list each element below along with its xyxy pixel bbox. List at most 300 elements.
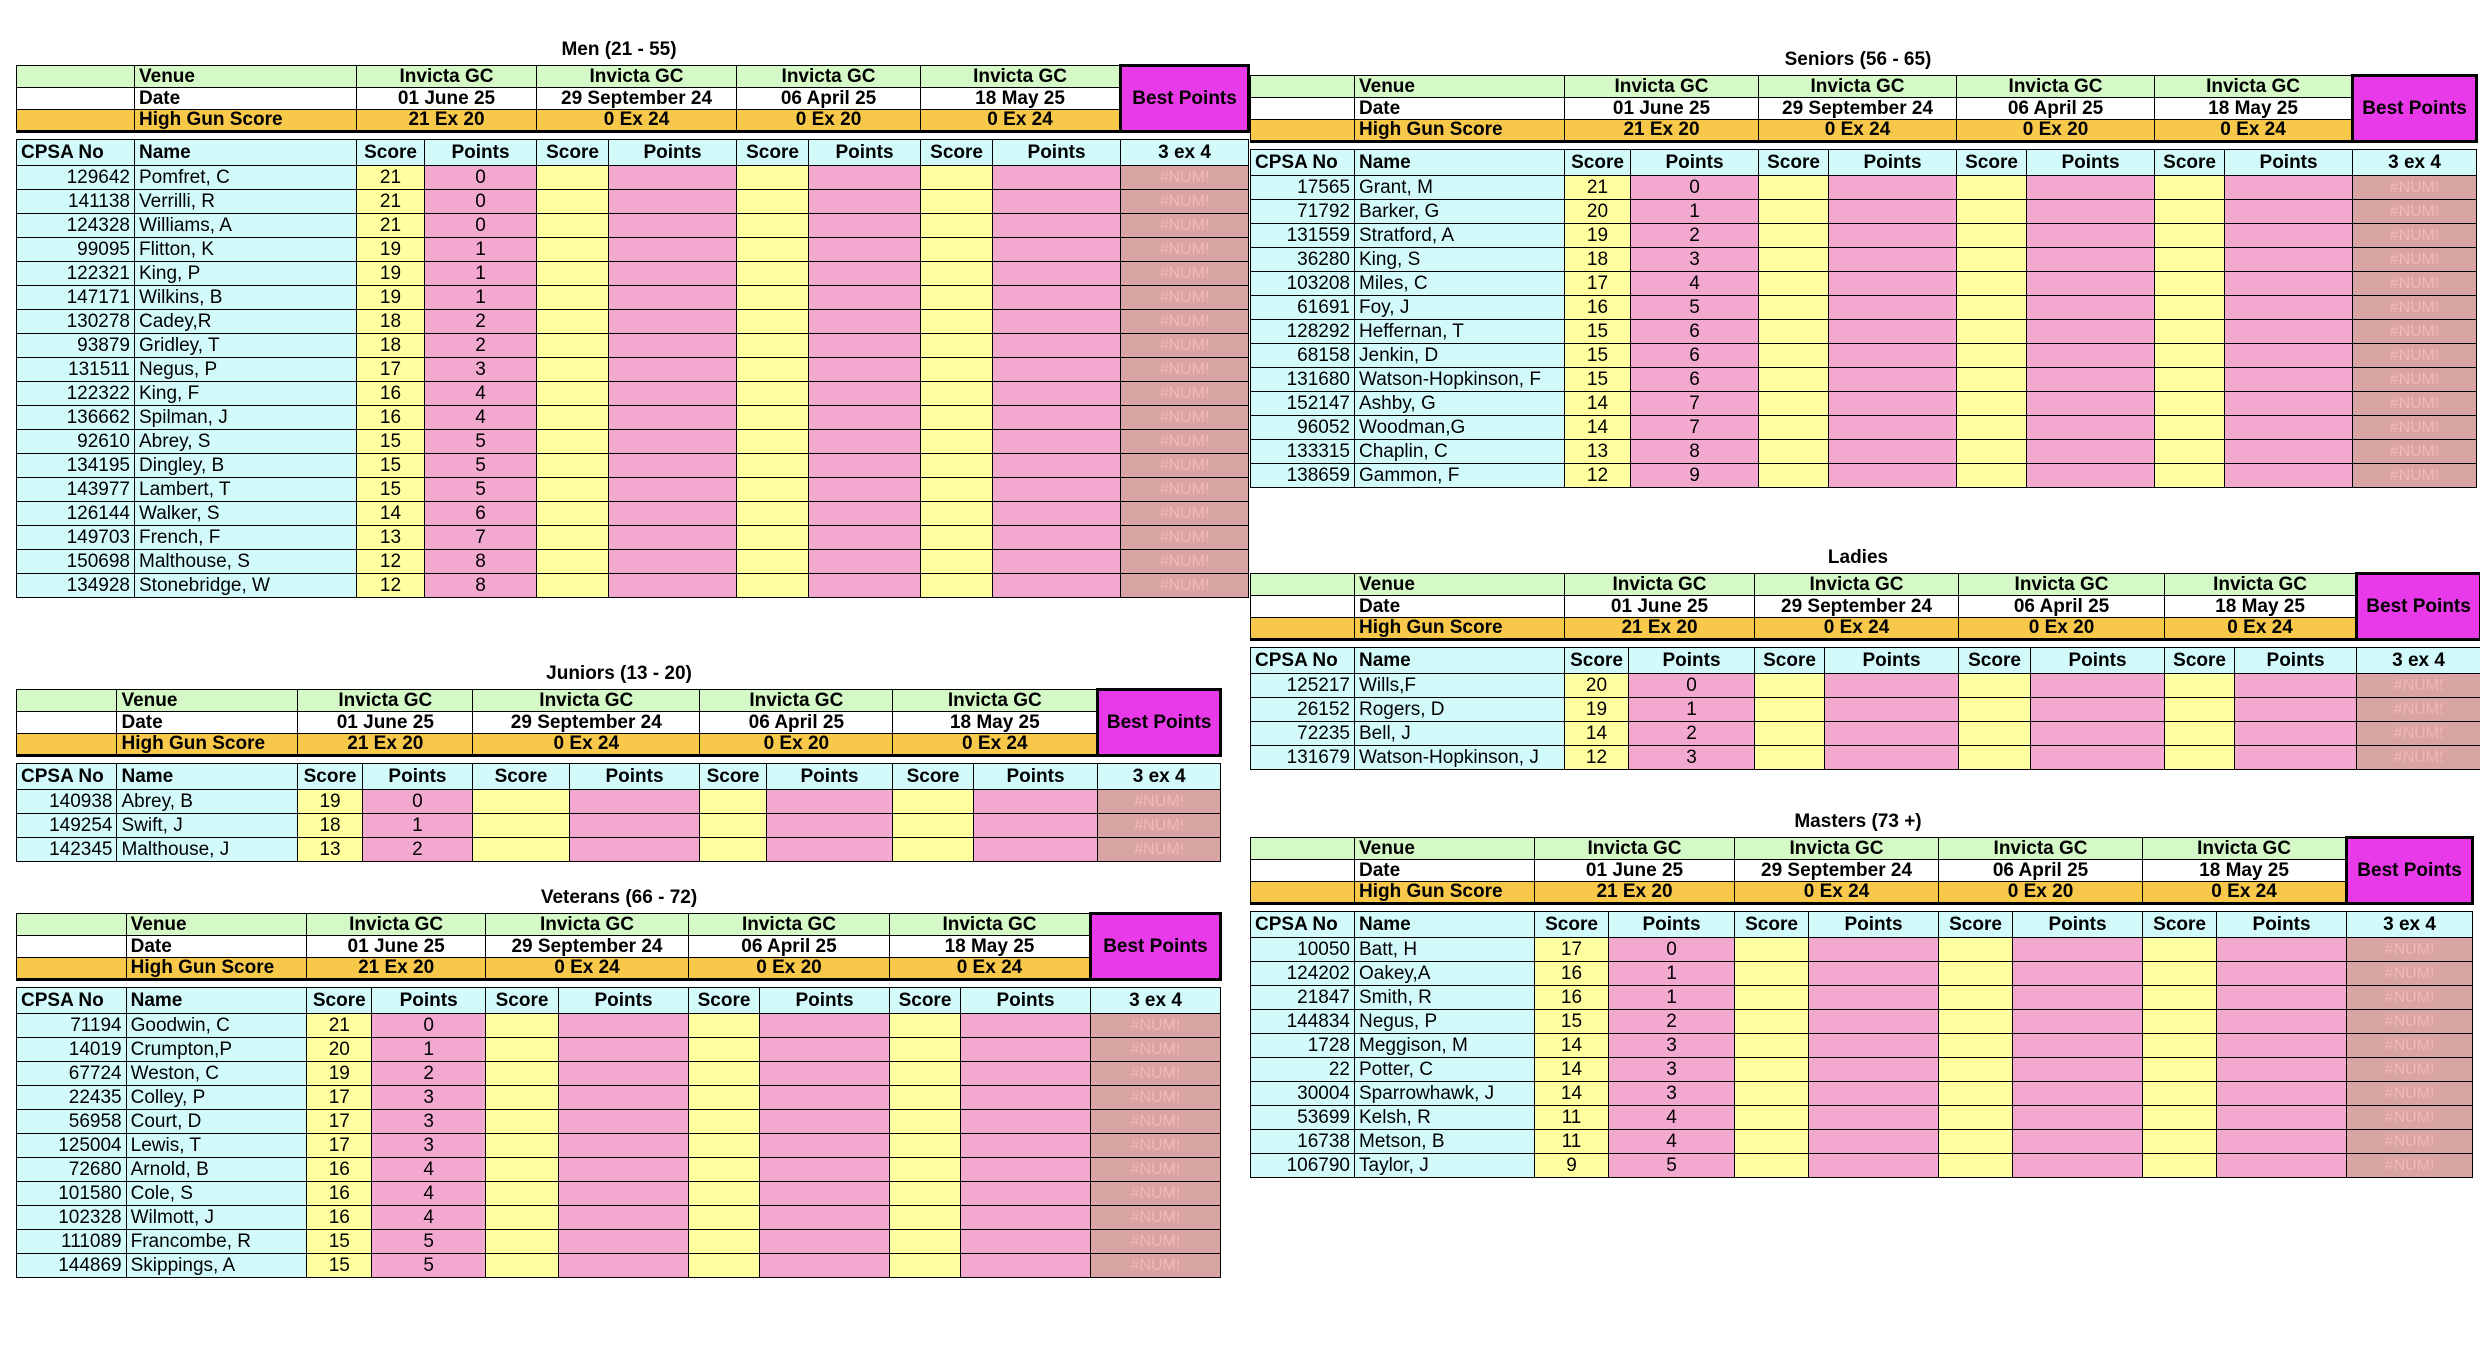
score-cell-empty [1959,722,2031,746]
cpsa-number: 56958 [17,1110,127,1134]
blank-cell [1251,120,1355,142]
blank-cell [17,734,117,756]
cpsa-number: 131559 [1251,224,1355,248]
col-score: Score [1735,912,1809,938]
event-venue: Invicta GC [889,914,1090,936]
best-points-value: #NUM! [1121,430,1249,454]
col-points: Points [1809,912,1939,938]
points-cell: 6 [1631,368,1759,392]
event-venue: Invicta GC [1759,76,1957,98]
points-cell-empty [809,502,921,526]
score-cell-empty [688,1014,759,1038]
score-cell-empty [688,1182,759,1206]
points-cell-empty [809,190,921,214]
high-gun-row [1251,120,2477,142]
event-high-gun-score: 0 Ex 20 [1959,618,2165,640]
score-cell-empty [1735,1058,1809,1082]
points-cell-empty [961,1014,1091,1038]
best-points-header: Best Points [1121,66,1249,132]
best-points-value: #NUM! [2347,1010,2473,1034]
col-score: Score [700,764,766,790]
points-cell: 5 [372,1254,486,1278]
shooter-name: Goodwin, C [126,1014,307,1038]
shooter-name: Walker, S [135,502,357,526]
points-cell-empty [760,1014,890,1038]
score-cell-empty [537,310,609,334]
points-cell: 0 [362,790,473,814]
score-cell-empty [1939,962,2013,986]
best-points-value: #NUM! [2353,200,2477,224]
table-row [17,406,1249,430]
col-cpsa: CPSA No [17,988,127,1014]
points-cell-empty [569,814,700,838]
score-cell-empty [921,406,993,430]
points-cell-empty [1809,962,1939,986]
section-title: Men (21 - 55) [561,39,677,60]
points-cell-empty [2217,1034,2347,1058]
col-points: Points [1825,648,1959,674]
points-cell-empty [809,430,921,454]
points-cell: 2 [372,1062,486,1086]
shooter-name: Cadey,R [135,310,357,334]
score-cell: 19 [298,790,362,814]
venue-row [1251,574,2480,596]
event-venue: Invicta GC [1535,838,1735,860]
score-cell-empty [889,1158,960,1182]
points-cell-empty [2027,320,2155,344]
score-cell-empty [889,1206,960,1230]
event-date: 29 September 24 [473,712,700,734]
table-row [1251,1130,2473,1154]
shooter-name: Potter, C [1355,1058,1535,1082]
score-cell-empty [1759,224,1829,248]
score-cell-empty [737,166,809,190]
event-date: 29 September 24 [1759,98,1957,120]
points-cell-empty [2031,722,2165,746]
points-cell-empty [1829,296,1957,320]
score-cell: 21 [1565,176,1631,200]
col-points: Points [372,988,486,1014]
points-cell-empty [961,1110,1091,1134]
event-date: 01 June 25 [1565,98,1759,120]
score-cell-empty [921,382,993,406]
blank-cell [1251,596,1355,618]
best-points-value: #NUM! [1121,574,1249,598]
score-cell-empty [1735,1130,1809,1154]
cpsa-number: 131680 [1251,368,1355,392]
table-row [17,166,1249,190]
score-cell: 9 [1535,1154,1609,1178]
col-name: Name [1355,150,1565,176]
score-cell-empty [537,334,609,358]
points-cell: 7 [1631,392,1759,416]
points-cell-empty [2031,746,2165,770]
points-cell-empty [1829,320,1957,344]
score-cell: 17 [1565,272,1631,296]
event-high-gun-score: 0 Ex 24 [889,958,1090,980]
score-cell: 13 [1565,440,1631,464]
points-cell-empty [1829,200,1957,224]
score-cell: 12 [1565,746,1629,770]
score-cell-empty [1759,344,1829,368]
points-cell-empty [809,382,921,406]
cpsa-number: 106790 [1251,1154,1355,1178]
best-points-value: #NUM! [2357,698,2480,722]
table-row [1251,1010,2473,1034]
points-cell: 0 [1609,938,1735,962]
table-row [1251,938,2473,962]
score-cell-empty [737,190,809,214]
points-cell-empty [993,454,1121,478]
points-cell-empty [2225,344,2353,368]
score-cell-empty [2143,1106,2217,1130]
score-cell-empty [1957,344,2027,368]
best-points-value: #NUM! [1121,166,1249,190]
col-best-count: 3 ex 4 [2353,150,2477,176]
points-cell-empty [609,166,737,190]
points-cell-empty [809,478,921,502]
points-cell: 3 [1609,1034,1735,1058]
masters-table [1250,836,2474,1178]
points-cell: 1 [1609,986,1735,1010]
col-points: Points [425,140,537,166]
score-cell-empty [537,478,609,502]
best-points-value: #NUM! [1121,262,1249,286]
score-cell-empty [2143,1130,2217,1154]
points-cell-empty [2027,176,2155,200]
shooter-name: Metson, B [1355,1130,1535,1154]
points-cell-empty [609,382,737,406]
table-row [17,1014,1221,1038]
points-cell-empty [1829,392,1957,416]
points-cell: 4 [425,406,537,430]
points-cell-empty [973,790,1098,814]
cpsa-number: 67724 [17,1062,127,1086]
high-gun-row [17,958,1221,980]
blank-cell [17,88,135,110]
points-cell-empty [973,838,1098,862]
col-best-count: 3 ex 4 [1090,988,1220,1014]
points-cell-empty [809,214,921,238]
high-gun-row [17,734,1221,756]
venue-row [17,66,1249,88]
column-header-row [1251,648,2480,674]
score-cell: 16 [1535,962,1609,986]
col-score: Score [473,764,569,790]
event-venue: Invicta GC [2143,838,2347,860]
points-cell-empty [2027,200,2155,224]
points-cell-empty [1809,1034,1939,1058]
points-cell-empty [1825,674,1959,698]
table-row [1251,722,2480,746]
score-cell-empty [2143,938,2217,962]
column-header-row [1251,912,2473,938]
best-points-value: #NUM! [1090,1014,1220,1038]
points-cell-empty [961,1230,1091,1254]
shooter-name: King, S [1355,248,1565,272]
points-cell: 8 [425,574,537,598]
score-cell: 19 [357,262,425,286]
points-cell-empty [961,1206,1091,1230]
venue-row [1251,76,2477,98]
score-cell-empty [688,1038,759,1062]
score-cell-empty [737,358,809,382]
event-high-gun-score: 21 Ex 20 [307,958,486,980]
shooter-name: Court, D [126,1110,307,1134]
score-cell-empty [688,1062,759,1086]
shooter-name: Swift, J [117,814,298,838]
points-cell-empty [2235,746,2357,770]
shooter-name: Wills,F [1355,674,1565,698]
cpsa-number: 103208 [1251,272,1355,296]
event-date: 01 June 25 [1535,860,1735,882]
cpsa-number: 68158 [1251,344,1355,368]
score-cell: 14 [1565,722,1629,746]
points-cell-empty [1825,698,1959,722]
best-points-value: #NUM! [2347,1130,2473,1154]
blank-cell [17,110,135,132]
cpsa-number: 129642 [17,166,135,190]
cpsa-number: 30004 [1251,1082,1355,1106]
score-cell: 14 [357,502,425,526]
points-cell: 4 [425,382,537,406]
col-cpsa: CPSA No [1251,150,1355,176]
event-high-gun-score: 0 Ex 24 [921,110,1121,132]
score-cell: 19 [357,286,425,310]
score-cell: 12 [357,550,425,574]
col-points: Points [1629,648,1755,674]
venue-row [17,914,1221,936]
points-cell-empty [1825,746,1959,770]
points-cell-empty [2027,392,2155,416]
points-cell-empty [2013,1106,2143,1130]
col-points: Points [1829,150,1957,176]
points-cell-empty [559,1182,689,1206]
points-cell-empty [2013,986,2143,1010]
points-cell-empty [559,1254,689,1278]
points-cell-empty [2013,1154,2143,1178]
col-name: Name [1355,648,1565,674]
shooter-name: Barker, G [1355,200,1565,224]
high-gun-label: High Gun Score [117,734,298,756]
score-cell-empty [1959,674,2031,698]
points-cell-empty [2027,440,2155,464]
score-cell-empty [537,430,609,454]
cpsa-number: 22435 [17,1086,127,1110]
points-cell: 3 [425,358,537,382]
score-cell-empty [485,1230,558,1254]
best-points-value: #NUM! [2353,392,2477,416]
score-cell-empty [1735,1082,1809,1106]
event-high-gun-score: 0 Ex 20 [1957,120,2155,142]
points-cell-empty [609,358,737,382]
points-cell-empty [2225,200,2353,224]
section-men [16,36,1237,598]
best-points-value: #NUM! [2357,674,2480,698]
score-cell-empty [737,550,809,574]
cpsa-number: 126144 [17,502,135,526]
score-cell-empty [2155,344,2225,368]
points-cell-empty [559,1086,689,1110]
score-cell-empty [2155,440,2225,464]
points-cell-empty [2013,1130,2143,1154]
cpsa-number: 131511 [17,358,135,382]
high-gun-label: High Gun Score [126,958,307,980]
cpsa-number: 14019 [17,1038,127,1062]
venue-label: Venue [117,690,298,712]
score-cell: 16 [1565,296,1631,320]
points-cell: 4 [1609,1130,1735,1154]
score-cell-empty [889,1086,960,1110]
points-cell: 3 [372,1134,486,1158]
blank-cell [1251,618,1355,640]
score-cell-empty [485,1014,558,1038]
col-cpsa: CPSA No [1251,648,1355,674]
col-score: Score [537,140,609,166]
score-cell: 15 [1535,1010,1609,1034]
points-cell-empty [1829,464,1957,488]
score-cell-empty [1957,416,2027,440]
points-cell: 8 [1631,440,1759,464]
score-cell-empty [1939,1130,2013,1154]
score-cell-empty [1957,392,2027,416]
points-cell-empty [993,550,1121,574]
points-cell: 1 [1609,962,1735,986]
points-cell-empty [961,1254,1091,1278]
section-title: Seniors (56 - 65) [1784,49,1932,70]
high-gun-row [1251,618,2480,640]
high-gun-label: High Gun Score [1355,120,1565,142]
best-points-value: #NUM! [2353,464,2477,488]
score-cell-empty [473,814,569,838]
score-cell-empty [2143,1034,2217,1058]
shooter-name: Weston, C [126,1062,307,1086]
cpsa-number: 134928 [17,574,135,598]
shooter-name: Oakey,A [1355,962,1535,986]
event-high-gun-score: 0 Ex 20 [688,958,889,980]
points-cell-empty [609,430,737,454]
cpsa-number: 101580 [17,1182,127,1206]
score-cell-empty [2155,224,2225,248]
col-score: Score [1755,648,1825,674]
points-cell-empty [809,334,921,358]
points-cell-empty [809,262,921,286]
shooter-name: Meggison, M [1355,1034,1535,1058]
best-points-value: #NUM! [1121,190,1249,214]
col-name: Name [126,988,307,1014]
shooter-name: Grant, M [1355,176,1565,200]
score-cell-empty [1735,1010,1809,1034]
points-cell: 2 [1629,722,1755,746]
points-cell-empty [809,454,921,478]
event-date: 01 June 25 [298,712,473,734]
table-row [1251,368,2477,392]
score-cell: 20 [1565,674,1629,698]
score-cell-empty [921,166,993,190]
shooter-name: Negus, P [135,358,357,382]
shooter-name: Stonebridge, W [135,574,357,598]
event-high-gun-score: 0 Ex 24 [893,734,1098,756]
points-cell-empty [609,574,737,598]
table-row [17,430,1249,454]
event-high-gun-score: 21 Ex 20 [1565,120,1759,142]
event-high-gun-score: 21 Ex 20 [1535,882,1735,904]
shooter-name: King, F [135,382,357,406]
best-points-value: #NUM! [1121,478,1249,502]
cpsa-number: 36280 [1251,248,1355,272]
score-cell: 15 [307,1254,372,1278]
table-row [1251,344,2477,368]
cpsa-number: 17565 [1251,176,1355,200]
score-cell-empty [1957,320,2027,344]
cpsa-number: 150698 [17,550,135,574]
table-row [17,382,1249,406]
seniors-table [1250,74,2478,488]
score-cell-empty [2143,1010,2217,1034]
score-cell-empty [2143,1058,2217,1082]
table-row [17,1206,1221,1230]
blank-cell [1251,574,1355,596]
points-cell-empty [993,166,1121,190]
score-cell-empty [889,1014,960,1038]
blank-cell [17,914,127,936]
score-cell-empty [473,838,569,862]
points-cell-empty [2235,722,2357,746]
score-cell-empty [1735,986,1809,1010]
cpsa-number: 140938 [17,790,117,814]
points-cell-empty [2027,272,2155,296]
col-score: Score [2143,912,2217,938]
cpsa-number: 136662 [17,406,135,430]
points-cell: 1 [1631,200,1759,224]
venue-row [1251,838,2473,860]
event-high-gun-score: 21 Ex 20 [1565,618,1755,640]
score-cell: 20 [1565,200,1631,224]
best-points-value: #NUM! [2357,722,2480,746]
score-cell-empty [921,286,993,310]
score-cell-empty [921,574,993,598]
points-cell: 4 [372,1182,486,1206]
table-row [17,526,1249,550]
score-cell: 14 [1565,416,1631,440]
score-cell-empty [537,262,609,286]
table-row [17,1062,1221,1086]
date-row [17,88,1249,110]
points-cell-empty [1809,986,1939,1010]
cpsa-number: 122322 [17,382,135,406]
shooter-name: Colley, P [126,1086,307,1110]
score-cell-empty [537,286,609,310]
score-cell: 12 [357,574,425,598]
shooter-name: Cole, S [126,1182,307,1206]
table-row [17,262,1249,286]
event-date: 18 May 25 [2155,98,2353,120]
points-cell: 9 [1631,464,1759,488]
score-cell: 21 [307,1014,372,1038]
points-cell-empty [809,574,921,598]
table-row [17,310,1249,334]
shooter-name: French, F [135,526,357,550]
date-row [17,936,1221,958]
score-cell-empty [700,838,766,862]
score-cell: 18 [357,334,425,358]
score-cell-empty [921,214,993,238]
event-venue: Invicta GC [688,914,889,936]
date-row [1251,596,2480,618]
event-venue: Invicta GC [700,690,893,712]
points-cell-empty [609,214,737,238]
high-gun-label: High Gun Score [1355,618,1565,640]
